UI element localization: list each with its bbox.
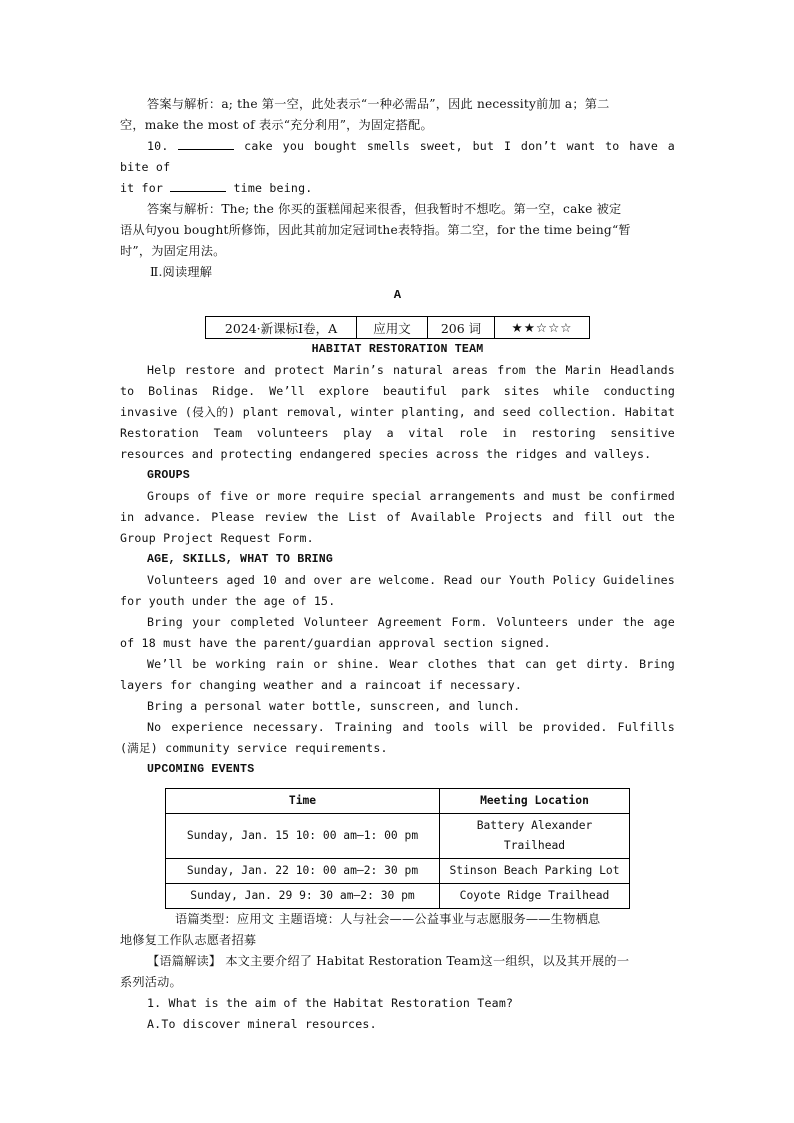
question-1-option-a: A.To discover mineral resources. <box>147 1017 377 1031</box>
events-table-header <box>166 789 630 814</box>
answer-explanation-2 <box>120 199 675 262</box>
blank-1 <box>178 139 234 150</box>
question-10-text-3: time being. <box>233 181 313 195</box>
passage-type-line2: 地修复工作队志愿者招募 <box>120 933 257 947</box>
passage-type-line1: 语篇类型：应用文 主题语境：人与社会——公益事业与志愿服务——生物栖息 <box>175 912 601 926</box>
age-paragraph-2: Bring your completed Volunteer Agreement Form. Volunteers under the age of 18 must have the parent/guardian approval section signed. <box>120 615 675 650</box>
question-10-text-2: it for <box>120 181 164 195</box>
info-source: 2024·新课标Ⅰ卷，A <box>206 317 357 339</box>
info-genre: 应用文 <box>357 317 428 339</box>
groups-heading: GROUPS <box>147 469 190 482</box>
col-location-header: Meeting Location <box>440 789 630 814</box>
age-paragraph-1: Volunteers aged 10 and over are welcome. Read our Youth Policy Guidelines for youth under the age of 15. <box>120 573 675 608</box>
groups-text: Groups of five or more require special arrangements and must be confirmed in advance. Please review the List of Available Projects and fill out the Group Project Request Form. <box>120 489 675 545</box>
question-1-stem: 1. What is the aim of the Habitat Restoration Team? <box>147 996 514 1010</box>
event-location: Battery Alexander Trailhead <box>440 814 630 859</box>
answer2-line3: 时”，为固定用法。 <box>120 244 226 258</box>
passage-label: A <box>393 288 402 302</box>
section-title: Ⅱ.阅读理解 <box>150 265 213 279</box>
event-time: Sunday, Jan. 15 10: 00 am—1: 00 pm <box>166 814 440 859</box>
passage-interp-line1: 【语篇解读】 本文主要介绍了 Habitat Restoration Team这一组织，以及其开展的一 <box>147 954 630 968</box>
answer2-line2: 语从句you bought所修饰，因此其前加定冠词the表特指。第二空，for the time being“暂 <box>120 223 631 237</box>
passage-title: HABITAT RESTORATION TEAM <box>311 343 484 356</box>
col-time-header: Time <box>166 789 440 814</box>
question-10-text-1: cake you bought smells sweet, but I don’t want to have a bite of <box>120 139 675 174</box>
events-table <box>165 788 630 909</box>
answer1-line2: 空，make the most of 表示“充分利用”，为固定搭配。 <box>120 118 433 132</box>
passage-intro: Help restore and protect Marin’s natural areas from the Marin Headlands to Bolinas Ridge. We’ll explore beautiful park sites while conducting invasive (侵入的) plant removal, winter planting, and seed collection. Habitat Restoration Team volunteers play a vital role in restoring sensitive resources and protecting endangered species across the ridges and valleys. <box>120 363 675 461</box>
event-time: Sunday, Jan. 22 10: 00 am—2: 30 pm <box>166 859 440 884</box>
blank-2 <box>170 181 226 192</box>
passage-interp-line2: 系列活动。 <box>120 975 182 989</box>
table-row <box>166 859 630 884</box>
age-paragraph-3: We’ll be working rain or shine. Wear clothes that can get dirty. Bring layers for changing weather and a raincoat if necessary. <box>120 657 675 692</box>
passage-interpretation <box>120 951 675 993</box>
info-word-count: 206 词 <box>428 317 495 339</box>
document-page <box>120 94 675 1035</box>
passage-info-table <box>205 316 590 339</box>
table-row <box>166 814 630 859</box>
answer1-line1: 答案与解析：a; the 第一空，此处表示“一种必需品”，因此 necessity前加 a；第二 <box>147 97 610 111</box>
answer2-line1: 答案与解析：The; the 你买的蛋糕闻起来很香，但我暂时不想吃。第一空，cake 被定 <box>147 202 622 216</box>
upcoming-events-heading: UPCOMING EVENTS <box>147 763 255 776</box>
event-location: Coyote Ridge Trailhead <box>440 884 630 909</box>
age-paragraph-4: Bring a personal water bottle, sunscreen, and lunch. <box>147 699 521 713</box>
passage-type-line <box>120 909 675 951</box>
question-10-number: 10. <box>147 139 169 153</box>
age-skills-heading: AGE, SKILLS, WHAT TO BRING <box>147 553 334 566</box>
age-paragraph-5: No experience necessary. Training and tools will be provided. Fulfills (满足) community service requirements. <box>120 720 675 755</box>
question-10 <box>120 136 675 199</box>
table-row <box>166 884 630 909</box>
event-time: Sunday, Jan. 29 9: 30 am—2: 30 pm <box>166 884 440 909</box>
difficulty-stars: ★★☆☆☆ <box>495 317 590 339</box>
answer-explanation-1 <box>120 94 675 136</box>
event-location: Stinson Beach Parking Lot <box>440 859 630 884</box>
